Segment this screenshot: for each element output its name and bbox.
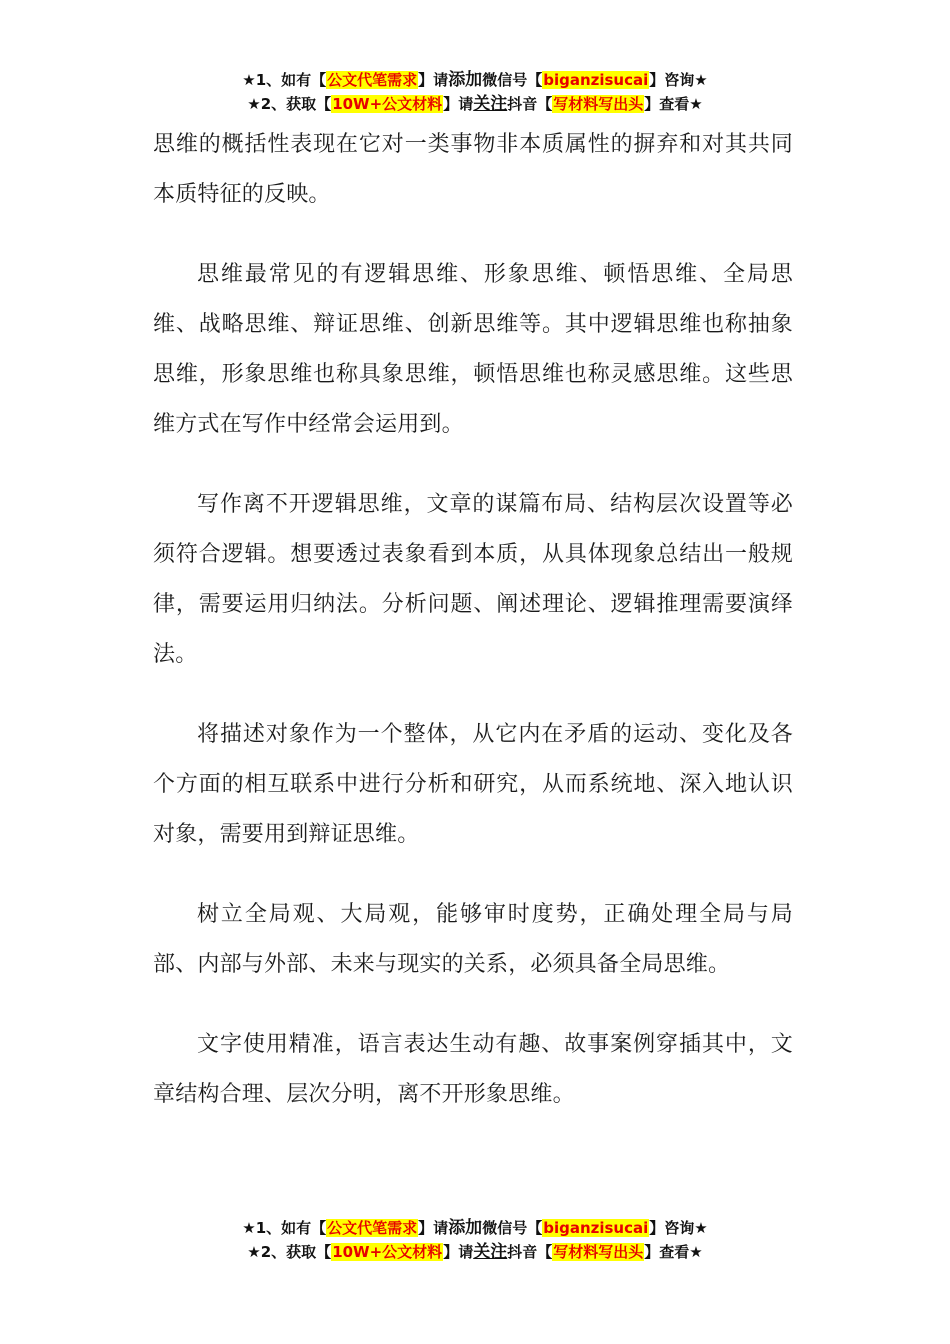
star-icon: ★ (242, 71, 256, 89)
highlight-materials: 10W+公文材料 (332, 95, 443, 113)
paragraph: 将描述对象作为一个整体，从它内在矛盾的运动、变化及各个方面的相互联系中进行分析和研究，从而系统地、深入地认识对象，需要用到辩证思维。 (153, 722, 793, 847)
highlight-service: 公文代笔需求 (327, 71, 418, 89)
promo-line-1: ★1、如有【公文代笔需求】请添加微信号【biganzisucai】咨询★ (242, 70, 708, 90)
highlight-service: 公文代笔需求 (327, 1219, 418, 1237)
highlight-wechat-id: biganzisucai (543, 71, 649, 89)
highlight-douyin-account: 写材料写出头 (553, 1243, 644, 1261)
footer-promo-banner (0, 1216, 950, 1264)
paragraph: 思维最常见的有逻辑思维、形象思维、顿悟思维、全局思维、战略思维、辩证思维、创新思维等。其中逻辑思维也称抽象思维，形象思维也称具象思维，顿悟思维也称灵感思维。这些思维方式在写作中经常会运用到。 (153, 262, 793, 437)
paragraph: 文字使用精准，语言表达生动有趣、故事案例穿插其中，文章结构合理、层次分明，离不开形象思维。 (153, 1032, 793, 1107)
paragraph: 思维的概括性表现在它对一类事物非本质属性的摒弃和对其共同本质特征的反映。 (153, 132, 793, 207)
header-promo-banner (0, 68, 950, 116)
paragraph: 写作离不开逻辑思维，文章的谋篇布局、结构层次设置等必须符合逻辑。想要透过表象看到本质，从具体现象总结出一般规律，需要运用归纳法。分析问题、阐述理论、逻辑推理需要演绎法。 (153, 492, 793, 667)
highlight-wechat-id: biganzisucai (543, 1219, 649, 1237)
promo-line-1: ★1、如有【公文代笔需求】请添加微信号【biganzisucai】咨询★ (242, 1218, 708, 1238)
star-icon: ★ (247, 1243, 261, 1261)
star-icon: ★ (242, 1219, 256, 1237)
highlight-douyin-account: 写材料写出头 (553, 95, 644, 113)
paragraph: 树立全局观、大局观，能够审时度势，正确处理全局与局部、内部与外部、未来与现实的关系，必须具备全局思维。 (153, 902, 793, 977)
star-icon: ★ (689, 95, 703, 113)
document-body (153, 120, 793, 1150)
star-icon: ★ (694, 1219, 708, 1237)
promo-line-2: ★2、获取【10W+公文材料】请关注抖音【写材料写出头】查看★ (247, 1242, 703, 1262)
highlight-materials: 10W+公文材料 (332, 1243, 443, 1261)
star-icon: ★ (689, 1243, 703, 1261)
star-icon: ★ (247, 95, 261, 113)
promo-line-2: ★2、获取【10W+公文材料】请关注抖音【写材料写出头】查看★ (247, 94, 703, 114)
star-icon: ★ (694, 71, 708, 89)
